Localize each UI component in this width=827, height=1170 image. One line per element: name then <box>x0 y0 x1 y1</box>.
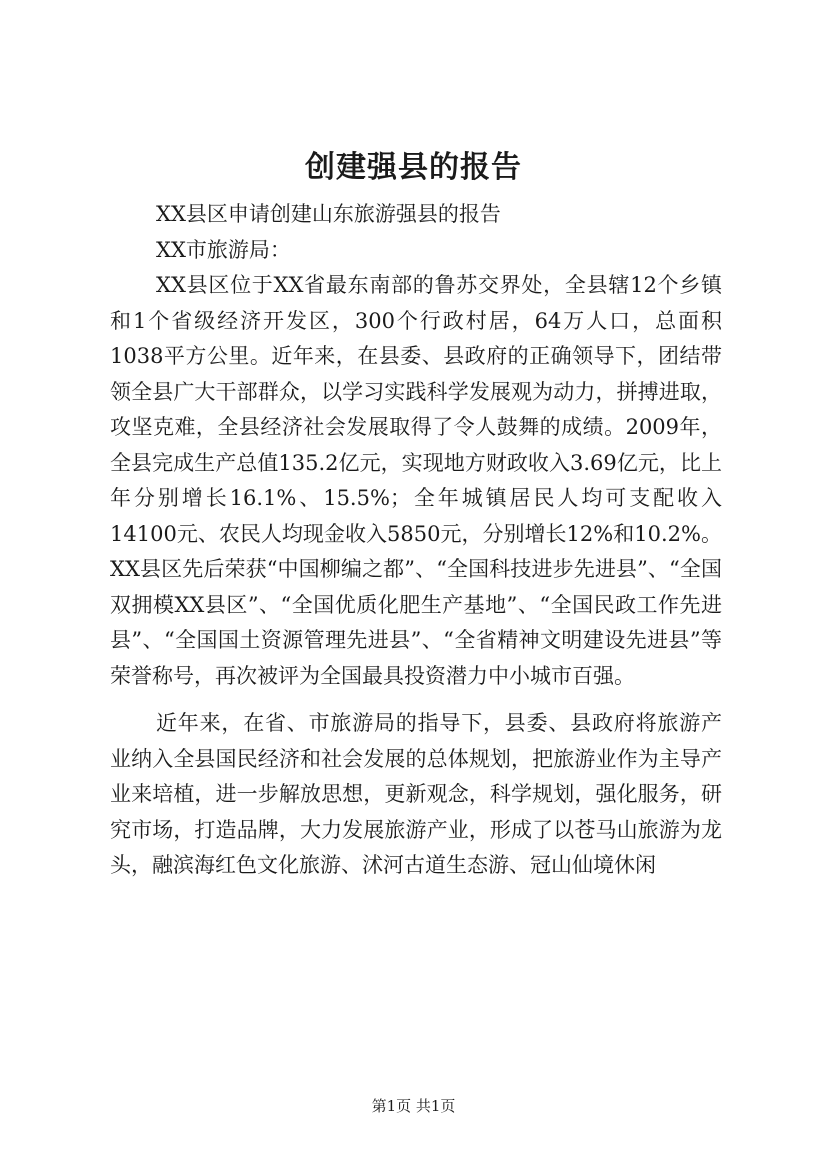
document-body <box>110 197 722 884</box>
report-subtitle: XX县区申请创建山东旅游强县的报告 <box>156 202 501 226</box>
body-paragraph-2: 近年来，在省、市旅游局的指导下，县委、县政府将旅游产业纳入全县国民经济和社会发展的总体规划，把旅游业作为主导产业来培植，进一步解放思想，更新观念，科学规划，强化服务，研究市场，打造品牌，大力发展旅游产业，形成了以苍马山旅游为龙头，融滨海红色文化旅游、沭河古道生态游、冠山仙境休闲 <box>110 711 722 877</box>
page-footer: 第1页 共1页 <box>371 1097 456 1115</box>
document-title: 创建强县的报告 <box>305 150 522 185</box>
body-paragraph-1: XX县区位于XX省最东南部的鲁苏交界处，全县辖12个乡镇和1个省级经济开发区，300个行政村居，64万人口，总面积1038平方公里。近年来，在县委、县政府的正确领导下，团结带领全县广大干部群众，以学习实践科学发展观为动力，拼搏进取，攻坚克难，全县经济社会发展取得了令人鼓舞的成绩。2009年，全县完成生产总值135.2亿元，实现地方财政收入3.69亿元，比上年分别增长16.1%、15.5%；全年城镇居民人均可支配收入14100元、农民人均现金收入5850元，分别增长12%和10.2%。XX县区先后荣获“中国柳编之都”、“全国科技进步先进县”、“全国双拥模XX县区”、“全国优质化肥生产基地”、“全国民政工作先进县”、“全国国土资源管理先进县”、“全省精神文明建设先进县”等荣誉称号，再次被评为全国最具投资潜力中小城市百强。 <box>110 273 722 688</box>
addressee-line: XX市旅游局： <box>156 237 291 262</box>
